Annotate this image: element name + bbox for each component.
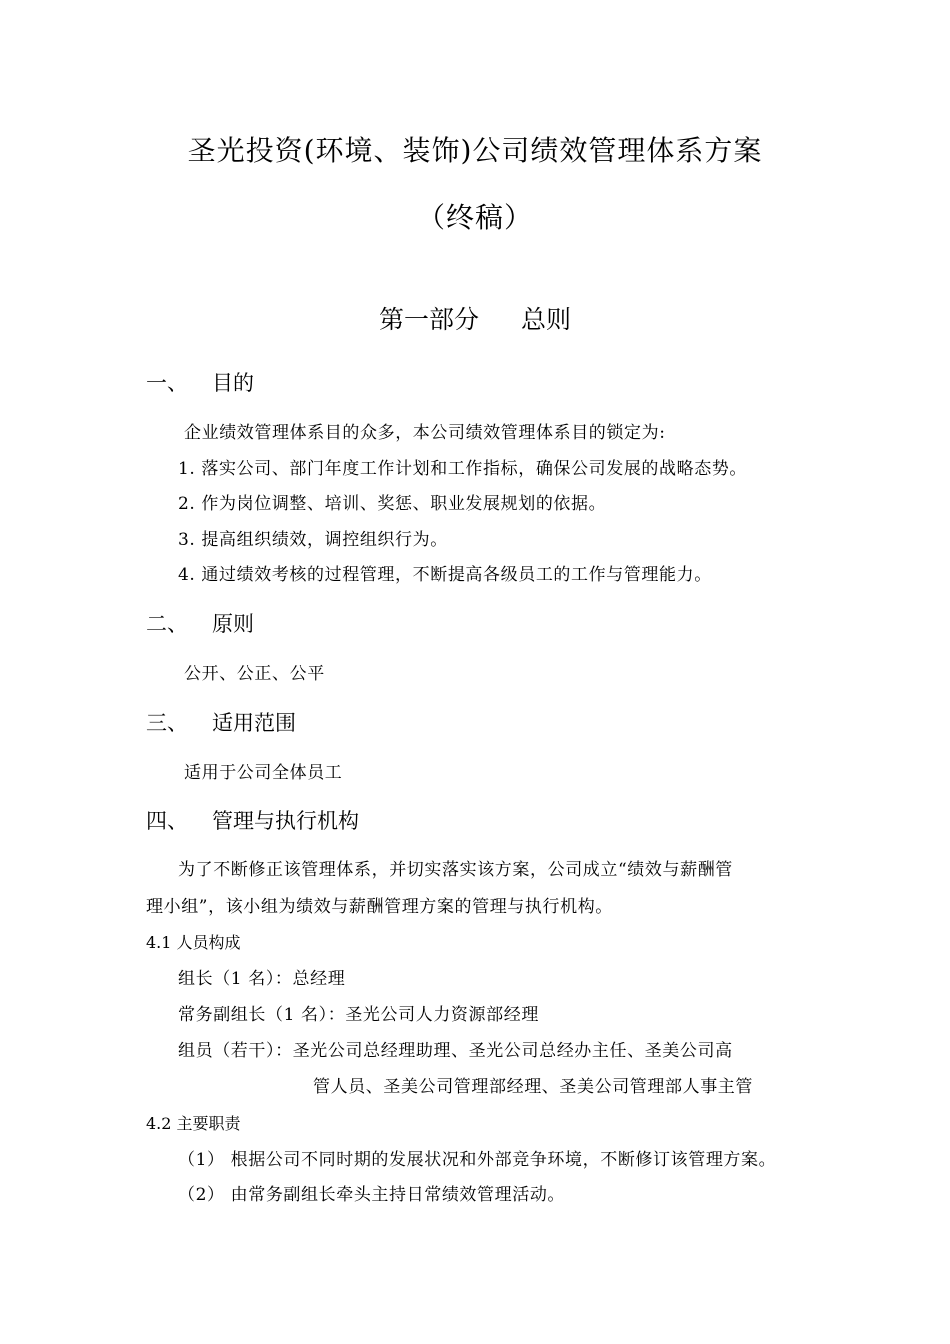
members-leader: 组长（1 名）：总经理 bbox=[178, 969, 346, 989]
section-title: 原则 bbox=[212, 612, 254, 636]
purpose-intro: 企业绩效管理体系目的众多，本公司绩效管理体系目的锁定为: bbox=[184, 423, 666, 443]
document-subtitle: （终稿） bbox=[416, 201, 533, 234]
subsection-title-members: 4.1 人员构成 bbox=[146, 933, 241, 952]
part-heading bbox=[0, 307, 950, 332]
organization-paragraph-line-2: 理小组”，该小组为绩效与薪酬管理方案的管理与执行机构。 bbox=[146, 897, 613, 917]
part-label: 第一部分 bbox=[378, 305, 479, 334]
duties-item-1: （1） 根据公司不同时期的发展状况和外部竞争环境，不断修订该管理方案。 bbox=[178, 1150, 777, 1170]
members-list-line-1: 组员（若干）：圣光公司总经理助理、圣光公司总经办主任、圣美公司高 bbox=[178, 1041, 733, 1061]
section-title: 管理与执行机构 bbox=[212, 809, 359, 833]
section-heading-scope bbox=[146, 713, 296, 734]
purpose-item-1: 1. 落实公司、部门年度工作计划和工作指标，确保公司发展的战略态势。 bbox=[178, 459, 748, 479]
members-list-line-2: 管人员、圣美公司管理部经理、圣美公司管理部人事主管 bbox=[313, 1077, 753, 1097]
section-heading-purpose bbox=[146, 373, 254, 394]
section-title: 目的 bbox=[212, 371, 254, 395]
duties-item-2: （2） 由常务副组长牵头主持日常绩效管理活动。 bbox=[178, 1185, 566, 1205]
purpose-item-2: 2. 作为岗位调整、培训、奖惩、职业发展规划的依据。 bbox=[178, 494, 607, 514]
subsection-title-duties: 4.2 主要职责 bbox=[146, 1114, 241, 1133]
section-heading-organization bbox=[146, 811, 359, 832]
document-title: 圣光投资(环境、装饰)公司绩效管理体系方案 bbox=[187, 134, 763, 167]
purpose-item-4: 4. 通过绩效考核的过程管理，不断提高各级员工的工作与管理能力。 bbox=[178, 565, 712, 585]
part-name: 总则 bbox=[521, 305, 572, 334]
section-heading-principles bbox=[146, 614, 254, 635]
members-deputy: 常务副组长（1 名）：圣光公司人力资源部经理 bbox=[178, 1005, 539, 1025]
scope-text: 适用于公司全体员工 bbox=[184, 763, 343, 783]
section-number: 一、 bbox=[146, 371, 188, 395]
section-number: 三、 bbox=[146, 711, 188, 735]
section-number: 四、 bbox=[146, 809, 188, 833]
section-title: 适用范围 bbox=[212, 711, 296, 735]
section-number: 二、 bbox=[146, 612, 188, 636]
principles-text: 公开、公正、公平 bbox=[184, 664, 325, 684]
purpose-item-3: 3. 提高组织绩效，调控组织行为。 bbox=[178, 530, 448, 550]
organization-paragraph-line-1: 为了不断修正该管理体系，并切实落实该方案，公司成立“绩效与薪酬管 bbox=[178, 860, 733, 880]
